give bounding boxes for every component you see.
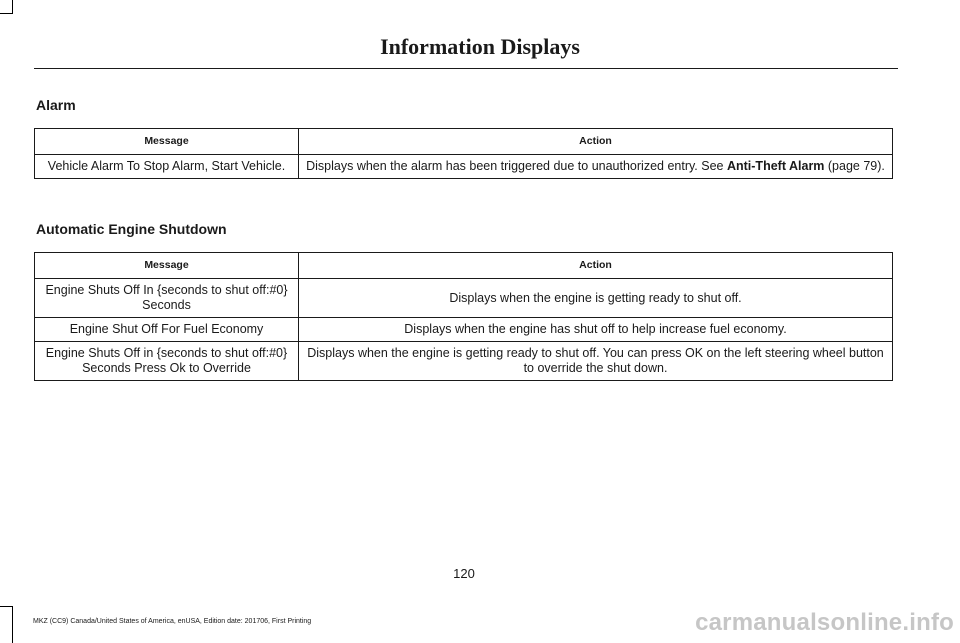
column-header-message: Message: [35, 129, 299, 155]
action-cell: Displays when the engine is getting ready to shut off.: [299, 279, 893, 318]
section-title-automatic-engine-shutdown: Automatic Engine Shutdown: [36, 221, 227, 237]
crop-mark-bottom-left: [12, 606, 13, 643]
action-cell: [299, 155, 893, 179]
engine-shutdown-table: [34, 252, 893, 381]
table-row: [35, 318, 893, 342]
column-header-action: Action: [299, 253, 893, 279]
crop-mark-top-left: [12, 0, 13, 14]
watermark-logo: carmanualsonline.info: [695, 609, 954, 636]
edition-footer: MKZ (CC9) Canada/United States of America, enUSA, Edition date: 201706, First Printing: [33, 618, 312, 625]
table-row: [35, 279, 893, 318]
page-number: 120: [453, 566, 475, 581]
header-rule: [34, 68, 898, 69]
table-row: [35, 155, 893, 179]
message-cell: Vehicle Alarm To Stop Alarm, Start Vehicle.: [35, 155, 299, 179]
table-header-row: [35, 253, 893, 279]
column-header-message: Message: [35, 253, 299, 279]
action-cell: Displays when the engine is getting ready to shut off. You can press OK on the left steering wheel button to override the shut down.: [299, 342, 893, 381]
alarm-table: [34, 128, 893, 179]
column-header-action: Action: [299, 129, 893, 155]
page-header-title: Information Displays: [380, 34, 580, 59]
crop-mark-bottom-left-h: [0, 606, 13, 607]
message-cell: Engine Shut Off For Fuel Economy: [35, 318, 299, 342]
crop-mark-top-left-h: [0, 13, 13, 14]
anti-theft-alarm-link[interactable]: Anti-Theft Alarm: [726, 159, 825, 173]
message-cell: Engine Shuts Off in {seconds to shut off:#0} Seconds Press Ok to Override: [35, 342, 299, 381]
table-header-row: [35, 129, 893, 155]
section-title-alarm: Alarm: [36, 97, 76, 113]
action-text: Displays when the alarm has been triggered due to unauthorized entry. See: [306, 159, 727, 173]
message-cell: Engine Shuts Off In {seconds to shut off:#0} Seconds: [35, 279, 299, 318]
action-cell: Displays when the engine has shut off to help increase fuel economy.: [299, 318, 893, 342]
table-row: [35, 342, 893, 381]
action-page-ref: (page 79).: [824, 159, 885, 173]
